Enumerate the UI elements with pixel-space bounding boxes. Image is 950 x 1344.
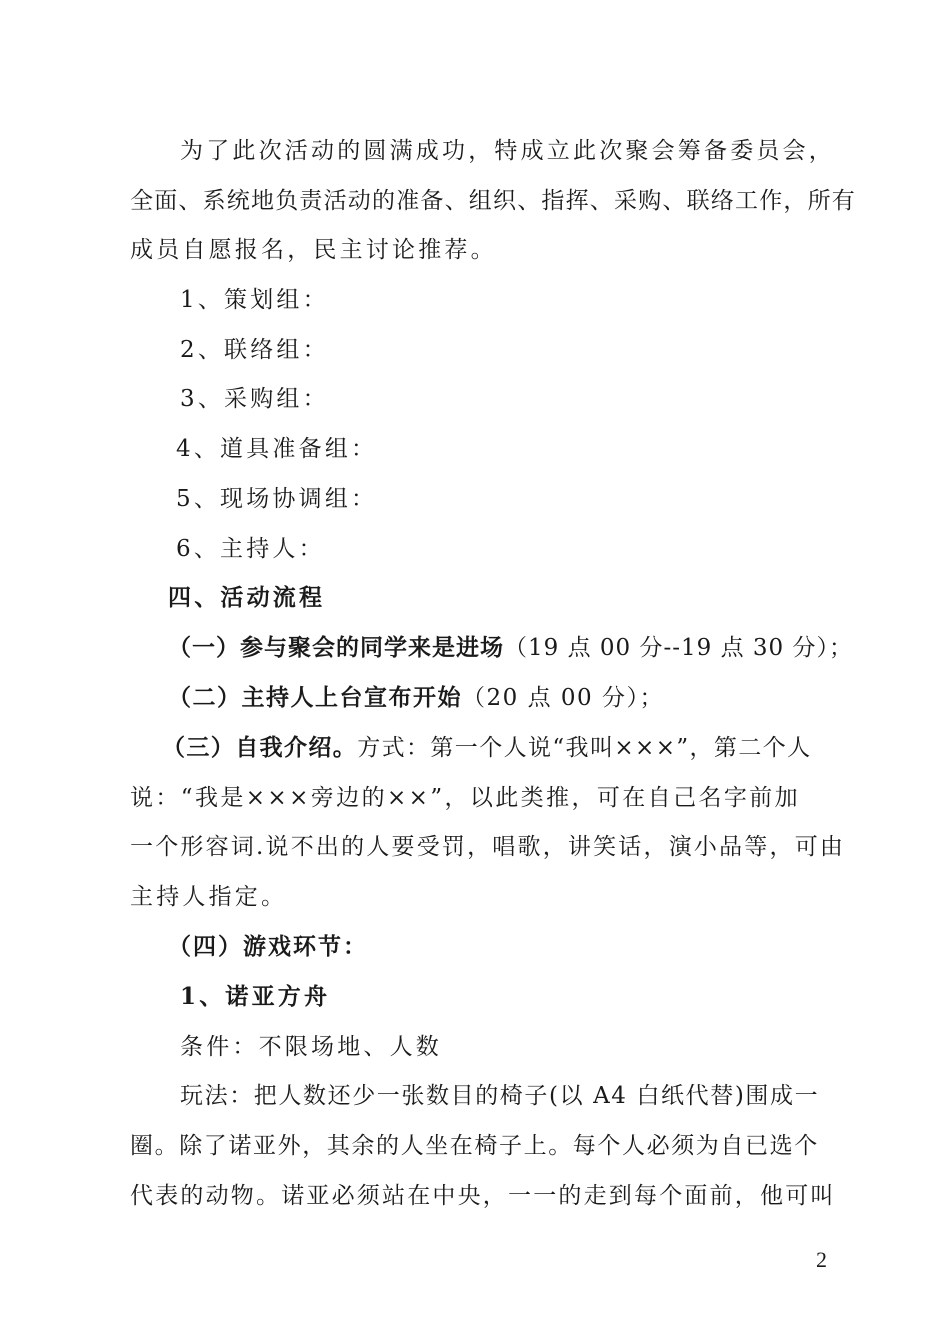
- game-rules-1: 玩法：把人数还少一张数目的椅子(以 A4 白纸代替)围成一: [180, 1083, 820, 1109]
- step-1-title: （一）参与聚会的同学来是进场: [168, 634, 504, 661]
- group-item-host: 6、主持人：: [176, 536, 325, 562]
- step-3-text-1: 方式：第一个人说“我叫×××”，第二个人: [357, 735, 812, 761]
- step-1: [168, 633, 853, 663]
- group-item-liaison: 2、联络组：: [180, 337, 329, 363]
- intro-line-3: 成员自愿报名，民主讨论推荐。: [130, 237, 497, 263]
- game-rules-2: 圈。除了诺亚外，其余的人坐在椅子上。每个人必须为自已选个: [130, 1133, 819, 1159]
- step-3-text-2: 说：“我是×××旁边的××”，以此类推，可在自己名字前加: [130, 785, 801, 811]
- intro-line-2: 全面、系统地负责活动的准备、组织、指挥、采购、联络工作，所有: [130, 188, 856, 214]
- step-3-title: （三）自我介绍。: [162, 734, 358, 761]
- section-heading: 四、活动流程: [168, 585, 326, 611]
- step-1-time: （19 点 00 分--19 点 30 分）；: [504, 635, 853, 661]
- step-3: [162, 733, 812, 763]
- step-3-text-3: 一个形容词.说不出的人要受罚，唱歌，讲笑话，演小品等，可由: [130, 834, 846, 860]
- intro-line-1: 为了此次活动的圆满成功，特成立此次聚会筹备委员会，: [180, 138, 835, 164]
- page-number: 2: [816, 1247, 827, 1272]
- step-2-time: （20 点 00 分）；: [462, 685, 664, 711]
- step-4: （四）游戏环节：: [168, 933, 368, 960]
- step-3-text-4: 主持人指定。: [130, 884, 288, 910]
- game-rules-3: 代表的动物。诺亚必须站在中央，一一的走到每个面前，他可叫: [130, 1183, 836, 1209]
- group-item-purchasing: 3、采购组：: [180, 386, 329, 412]
- group-item-coordination: 5、现场协调组：: [176, 486, 378, 512]
- step-2-title: （二）主持人上台宣布开始: [168, 684, 462, 711]
- group-item-planning: 1、策划组：: [180, 287, 329, 313]
- game-title: 1、诺亚方舟: [180, 983, 331, 1010]
- step-2: [168, 683, 664, 713]
- game-conditions: 条件：不限场地、人数: [180, 1034, 442, 1060]
- group-item-props: 4、道具准备组：: [176, 436, 378, 462]
